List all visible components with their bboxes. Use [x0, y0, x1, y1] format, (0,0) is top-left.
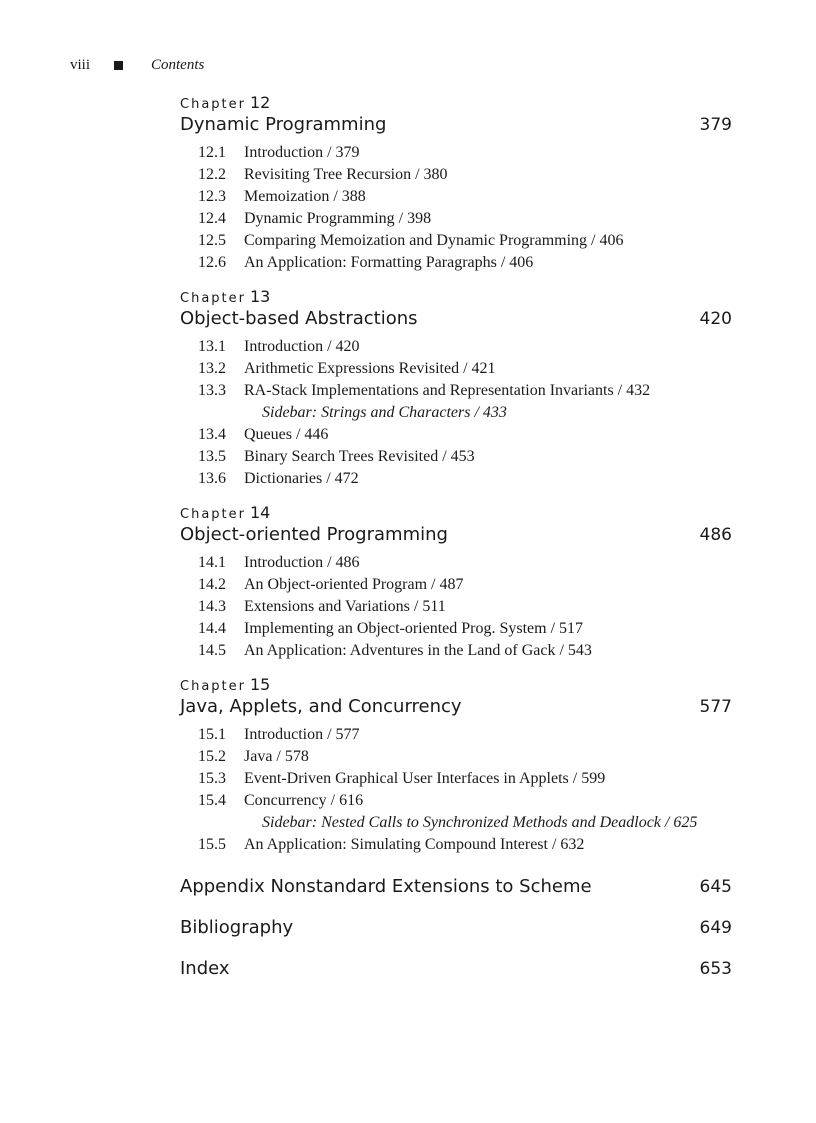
section-entry[interactable] — [198, 424, 732, 446]
section-number: 14.3 — [198, 598, 226, 615]
chapter-number: 15 — [249, 675, 271, 694]
running-head — [70, 57, 204, 74]
chapter-title-row[interactable] — [180, 112, 732, 138]
section-title: Introduction / 420 — [244, 338, 360, 355]
section-title: Introduction / 577 — [244, 726, 360, 743]
chapter-label — [180, 288, 732, 306]
section-number: 12.3 — [198, 188, 226, 205]
section-title: RA-Stack Implementations and Representation Invariants / 432 — [244, 382, 651, 399]
section-entry[interactable] — [198, 468, 732, 490]
chapter-title-row[interactable] — [180, 306, 732, 332]
section-list — [180, 552, 732, 662]
chapter-title[interactable]: Java, Applets, and Concurrency — [180, 696, 462, 717]
table-of-contents — [180, 94, 732, 997]
section-title: Memoization / 388 — [244, 188, 366, 205]
section-number: 15.4 — [198, 792, 226, 809]
section-list — [180, 336, 732, 490]
section-entry[interactable] — [198, 358, 732, 380]
chapter-label-word: Chapter — [180, 291, 246, 306]
section-entry[interactable] — [198, 640, 732, 662]
section-entry[interactable] — [198, 618, 732, 640]
square-bullet-icon — [114, 61, 123, 70]
section-title: Concurrency / 616 — [244, 792, 364, 809]
chapter-label-word: Chapter — [180, 679, 246, 694]
chapter-label — [180, 504, 732, 522]
section-entry[interactable] — [198, 336, 732, 358]
chapter-page: 379 — [699, 115, 732, 135]
backmatter-page: 645 — [699, 877, 732, 897]
backmatter-title[interactable]: Bibliography — [180, 917, 294, 938]
section-entry[interactable] — [198, 746, 732, 768]
section-number: 13.5 — [198, 448, 226, 465]
section-entry[interactable] — [198, 142, 732, 164]
section-entry[interactable] — [198, 724, 732, 746]
section-title: Queues / 446 — [244, 426, 329, 443]
section-entry[interactable] — [198, 446, 732, 468]
chapter-page: 486 — [699, 525, 732, 545]
section-number: 13.6 — [198, 470, 226, 487]
section-number: 15.2 — [198, 748, 226, 765]
sidebar-entry[interactable]: Sidebar: Nested Calls to Synchronized Methods and Deadlock / 625 — [262, 814, 698, 831]
backmatter-appendix[interactable] — [180, 874, 732, 900]
section-number: 12.5 — [198, 232, 226, 249]
section-entry[interactable] — [198, 380, 732, 402]
chapter-13 — [180, 288, 732, 490]
section-number: 12.2 — [198, 166, 226, 183]
section-entry[interactable] — [198, 208, 732, 230]
section-number: 13.2 — [198, 360, 226, 377]
section-title: Implementing an Object-oriented Prog. System / 517 — [244, 620, 584, 637]
chapter-label — [180, 676, 732, 694]
section-number: 13.1 — [198, 338, 226, 355]
chapter-title[interactable]: Dynamic Programming — [180, 114, 387, 135]
section-number: 14.1 — [198, 554, 226, 571]
backmatter-page: 653 — [699, 959, 732, 979]
section-entry[interactable] — [198, 186, 732, 208]
chapter-12 — [180, 94, 732, 274]
section-title: Extensions and Variations / 511 — [244, 598, 446, 615]
section-title: Introduction / 379 — [244, 144, 360, 161]
page-number: viii — [70, 57, 91, 73]
chapter-number: 13 — [249, 287, 271, 306]
section-title: Dynamic Programming / 398 — [244, 210, 432, 227]
chapter-title[interactable]: Object-based Abstractions — [180, 308, 418, 329]
section-number: 15.1 — [198, 726, 226, 743]
section-number: 12.1 — [198, 144, 226, 161]
section-number: 14.2 — [198, 576, 226, 593]
section-entry[interactable] — [198, 790, 732, 812]
chapter-title[interactable]: Object-oriented Programming — [180, 524, 448, 545]
sidebar-entry[interactable]: Sidebar: Strings and Characters / 433 — [262, 404, 507, 421]
chapter-number: 12 — [249, 93, 271, 112]
section-title: Comparing Memoization and Dynamic Programming / 406 — [244, 232, 624, 249]
backmatter-title[interactable]: Index — [180, 958, 230, 979]
section-entry[interactable] — [198, 596, 732, 618]
section-title: Binary Search Trees Revisited / 453 — [244, 448, 475, 465]
section-title: An Object-oriented Program / 487 — [244, 576, 464, 593]
section-title: Arithmetic Expressions Revisited / 421 — [244, 360, 496, 377]
section-title: Event-Driven Graphical User Interfaces in Applets / 599 — [244, 770, 606, 787]
section-number: 12.6 — [198, 254, 226, 271]
backmatter-page: 649 — [699, 918, 732, 938]
section-entry[interactable] — [198, 252, 732, 274]
running-head-title: Contents — [151, 57, 205, 73]
chapter-page: 420 — [699, 309, 732, 329]
section-list — [180, 142, 732, 274]
chapter-15 — [180, 676, 732, 856]
section-title: Dictionaries / 472 — [244, 470, 359, 487]
backmatter-index[interactable] — [180, 956, 732, 982]
section-title: An Application: Simulating Compound Interest / 632 — [244, 836, 585, 853]
section-title: Revisiting Tree Recursion / 380 — [244, 166, 448, 183]
backmatter-title[interactable]: Appendix Nonstandard Extensions to Scheme — [180, 876, 592, 897]
section-title: Introduction / 486 — [244, 554, 360, 571]
chapter-label — [180, 94, 732, 112]
chapter-page: 577 — [699, 697, 732, 717]
chapter-title-row[interactable] — [180, 522, 732, 548]
chapter-14 — [180, 504, 732, 662]
section-title: An Application: Formatting Paragraphs / 406 — [244, 254, 534, 271]
chapter-number: 14 — [249, 503, 271, 522]
section-number: 14.4 — [198, 620, 226, 637]
backmatter-list — [180, 874, 732, 982]
backmatter-bibliography[interactable] — [180, 915, 732, 941]
section-title: Java / 578 — [244, 748, 309, 765]
chapter-title-row[interactable] — [180, 694, 732, 720]
section-number: 13.3 — [198, 382, 226, 399]
section-number: 15.3 — [198, 770, 226, 787]
chapter-label-word: Chapter — [180, 507, 246, 522]
section-entry[interactable] — [198, 164, 732, 186]
section-number: 14.5 — [198, 642, 226, 659]
section-list — [180, 724, 732, 856]
section-entry[interactable] — [198, 574, 732, 596]
section-title: An Application: Adventures in the Land of Gack / 543 — [244, 642, 592, 659]
section-number: 13.4 — [198, 426, 226, 443]
section-number: 12.4 — [198, 210, 226, 227]
section-entry[interactable] — [198, 768, 732, 790]
chapter-label-word: Chapter — [180, 97, 246, 112]
section-entry[interactable] — [198, 834, 732, 856]
section-entry[interactable] — [198, 230, 732, 252]
section-number: 15.5 — [198, 836, 226, 853]
section-entry[interactable] — [198, 552, 732, 574]
